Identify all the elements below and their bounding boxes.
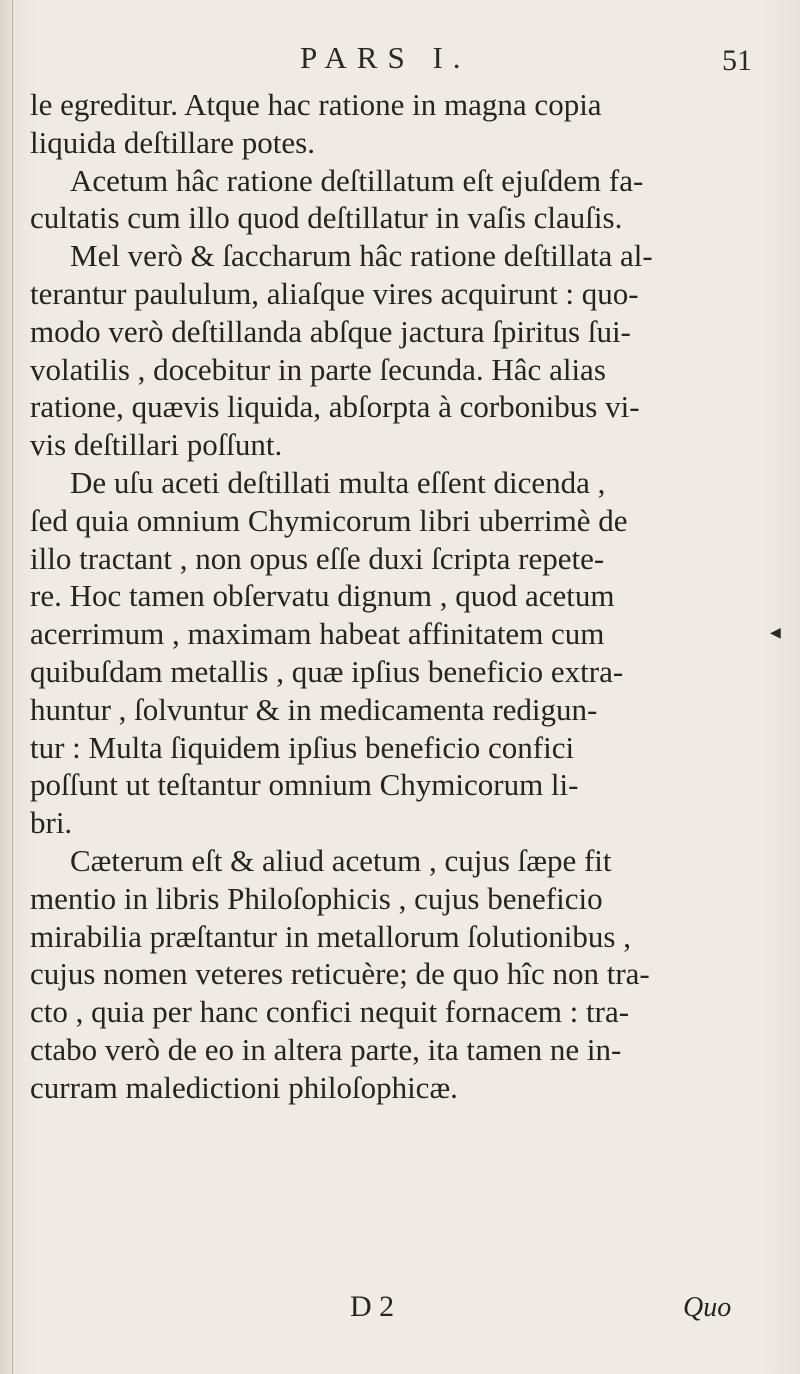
text-line: poſſunt ut teſtantur omnium Chymicorum li-: [30, 767, 579, 803]
text-line: acerrimum , maximam habeat affinitatem cum: [30, 616, 605, 652]
text-line: Acetum hâc ratione deſtillatum eſt ejuſdem fa-: [70, 162, 644, 198]
text-line: re. Hoc tamen obſervatu dignum , quod acetum: [30, 578, 615, 614]
running-head: PARS I.: [300, 40, 471, 75]
signature-mark: D 2: [350, 1290, 395, 1323]
text-line: volatilis , docebitur in parte ſecunda. Hâc alias: [30, 351, 606, 387]
catchword: Quo: [683, 1292, 732, 1323]
text-line: cujus nomen veteres reticuère; de quo hîc non tra-: [30, 956, 650, 992]
text-line: illo tractant , non opus eſſe duxi ſcripta repete-: [30, 540, 605, 576]
text-line: bri.: [30, 805, 73, 841]
text-line: terantur paululum, aliaſque vires acquirunt : quo-: [30, 275, 639, 311]
text-line: tur : Multa ſiquidem ipſius beneficio confici: [30, 729, 575, 765]
text-line: mentio in libris Philoſophicis , cujus beneficio: [30, 880, 603, 916]
text-line: curram maledictioni philoſophicæ.: [30, 1069, 458, 1105]
text-line: vis deſtillari poſſunt.: [30, 427, 283, 463]
text-line: cultatis cum illo quod deſtillatur in vaſis clauſis.: [30, 200, 623, 236]
text-line: Cæterum eſt & aliud acetum , cujus ſæpe fit: [70, 842, 612, 878]
text-line: Mel verò & ſaccharum hâc ratione deſtillata al-: [70, 238, 653, 274]
text-line: modo verò deſtillanda abſque jactura ſpiritus ſui-: [30, 313, 631, 349]
text-line: ſed quia omnium Chymicorum libri uberrimè de: [30, 502, 628, 538]
binding-edge-line: [12, 0, 13, 1374]
text-line: ctabo verò de eo in altera parte, ita tamen ne in-: [30, 1031, 622, 1067]
page-footer: [0, 1290, 800, 1350]
margin-mark: ◀: [770, 625, 781, 641]
text-line: cto , quia per hanc confici nequit fornacem : tra-: [30, 994, 630, 1030]
text-line: ratione, quævis liquida, abſorpta à corbonibus vi-: [30, 389, 640, 425]
page-header: [0, 40, 800, 80]
page-number: 51: [722, 44, 752, 77]
text-line: quibuſdam metallis , quæ ipſius beneficio extra-: [30, 653, 624, 689]
text-line: huntur , ſolvuntur & in medicamenta redigun-: [30, 691, 598, 727]
text-line: mirabilia præſtantur in metallorum ſolutionibus ,: [30, 918, 631, 954]
text-line: De uſu aceti deſtillati multa eſſent dicenda ,: [70, 464, 606, 500]
body-text: [30, 86, 790, 1107]
text-line: le egreditur. Atque hac ratione in magna copia: [30, 87, 602, 122]
text-line: liquida deſtillare potes.: [30, 124, 315, 160]
